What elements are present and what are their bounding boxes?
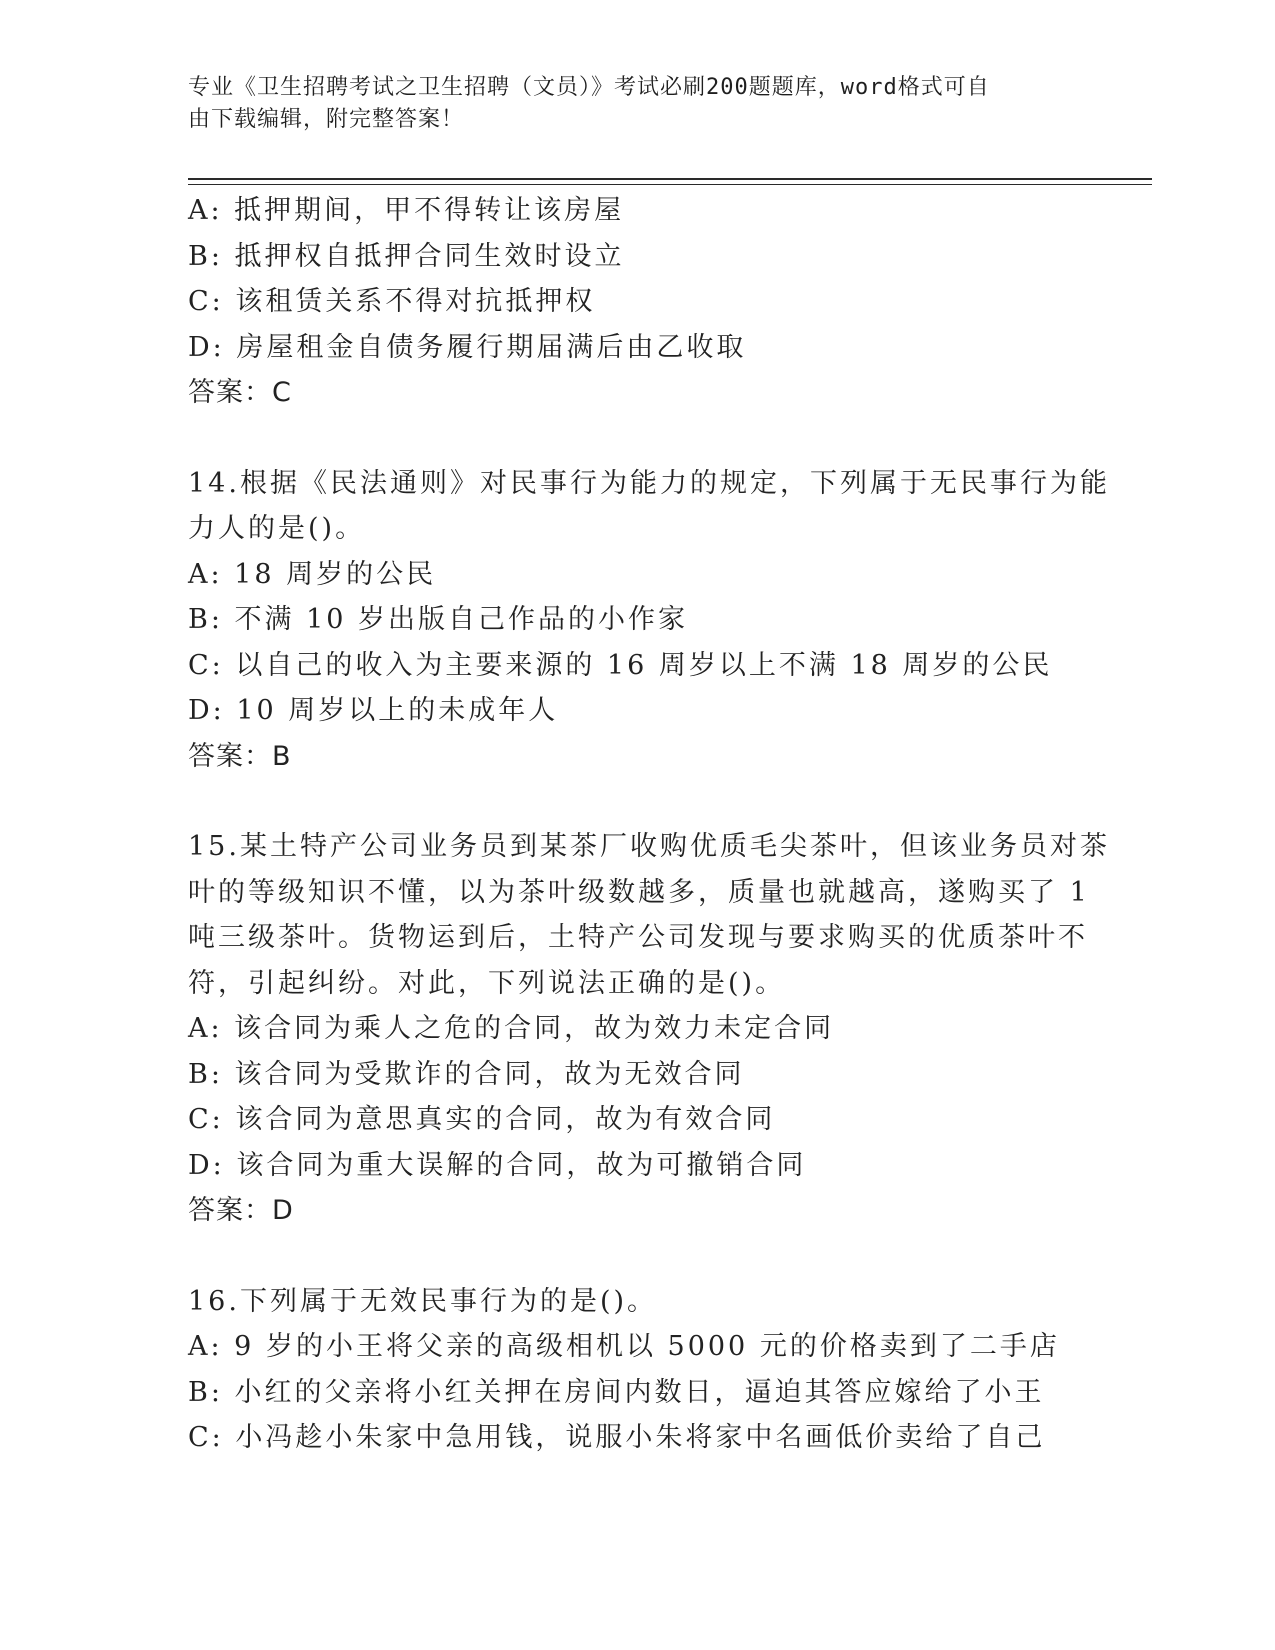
question-15-block [188, 824, 1110, 1234]
spacer [188, 1234, 1088, 1279]
question-stem-line: 符，引起纠纷。对此，下列说法正确的是()。 [188, 967, 786, 999]
option-c: C: 小冯趁小朱家中急用钱，说服小朱将家中名画低价卖给了自己 [188, 1422, 1046, 1453]
question-stem-line: 吨三级茶叶。货物运到后，土特产公司发现与要求购买的优质茶叶不 [188, 922, 1088, 953]
header-line-1: 专业《卫生招聘考试之卫生招聘（文员）》考试必刷200题题库，word格式可自 [188, 75, 990, 100]
option-b: B: 小红的父亲将小红关押在房间内数日，逼迫其答应嫁给了小王 [188, 1376, 1045, 1408]
option-d: D: 10 周岁以上的未成年人 [188, 695, 559, 726]
option-c: C: 该合同为意思真实的合同，故为有效合同 [188, 1104, 776, 1135]
spacer [188, 416, 1088, 461]
answer-label: 答案：B [188, 740, 292, 772]
option-a: A: 9 岁的小王将父亲的高级相机以 5000 元的价格卖到了二手店 [188, 1331, 1060, 1362]
question-content [188, 188, 1110, 1461]
question-13-block [188, 188, 1088, 416]
option-d: D: 房屋租金自债务履行期届满后由乙收取 [188, 331, 747, 363]
answer-label: 答案：D [188, 1195, 294, 1226]
question-14-block [188, 461, 1110, 780]
document-header [188, 72, 1068, 136]
header-line-2: 由下载编辑，附完整答案！ [188, 107, 465, 132]
question-stem-line: 力人的是()。 [188, 513, 366, 544]
option-b: B: 抵押权自抵押合同生效时设立 [188, 240, 625, 272]
option-b: B: 该合同为受欺诈的合同，故为无效合同 [188, 1058, 745, 1090]
question-stem-line: 14.根据《民法通则》对民事行为能力的规定，下列属于无民事行为能 [188, 467, 1110, 499]
header-divider-thin [188, 184, 1152, 185]
option-d: D: 该合同为重大误解的合同，故为可撤销合同 [188, 1149, 807, 1181]
answer-label: 答案：C [188, 377, 292, 408]
spacer [188, 779, 1088, 824]
option-b: B: 不满 10 岁出版自己作品的小作家 [188, 604, 689, 635]
header-divider-thick [188, 178, 1152, 180]
option-a: A: 18 周岁的公民 [188, 558, 437, 590]
question-stem-line: 15.某土特产公司业务员到某茶厂收购优质毛尖茶叶，但该业务员对茶 [188, 831, 1110, 862]
question-16-block [188, 1279, 1088, 1461]
question-stem-line: 叶的等级知识不懂，以为茶叶级数越多，质量也就越高，遂购买了 1 [188, 876, 1090, 908]
option-c: C: 该租赁关系不得对抗抵押权 [188, 286, 596, 317]
option-c: C: 以自己的收入为主要来源的 16 周岁以上不满 18 周岁的公民 [188, 649, 1053, 681]
option-a: A: 抵押期间，甲不得转让该房屋 [188, 195, 625, 226]
option-a: A: 该合同为乘人之危的合同，故为效力未定合同 [188, 1013, 835, 1044]
question-stem-line: 16.下列属于无效民事行为的是()。 [188, 1285, 658, 1317]
